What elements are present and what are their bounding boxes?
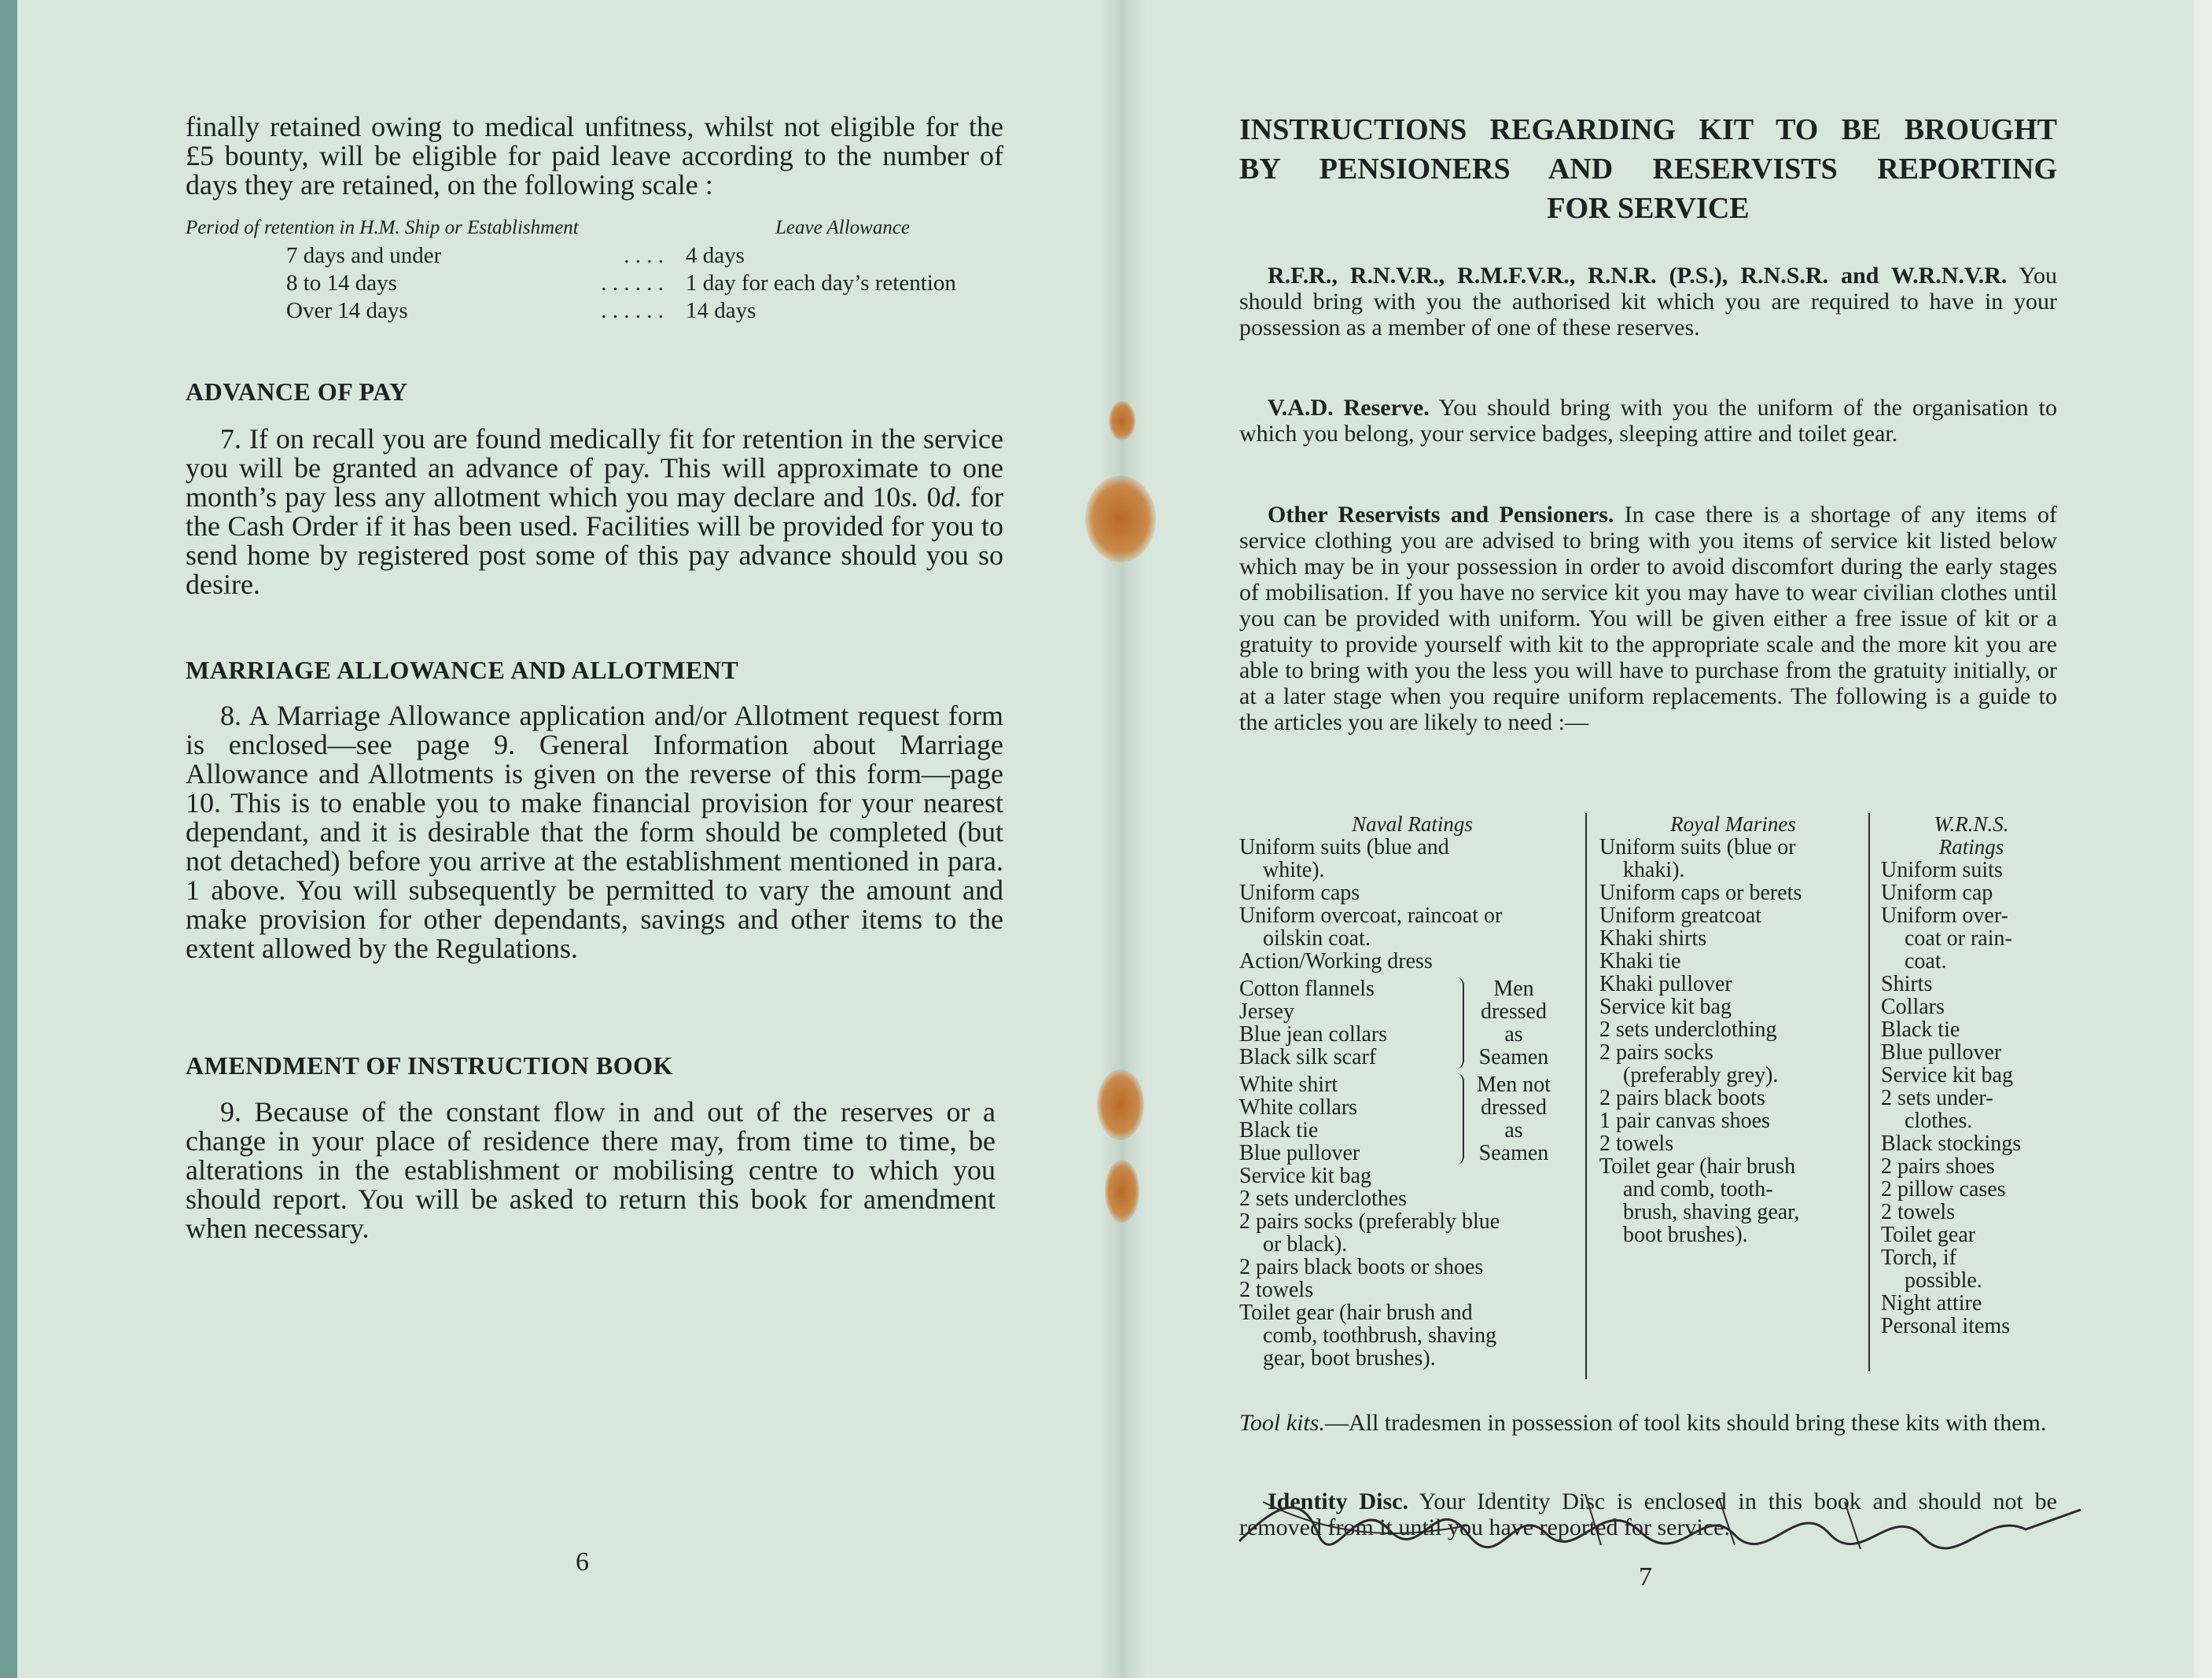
list-item: Blue jean collars [1239,1022,1388,1047]
list-item: 2 sets under- [1881,1086,1993,1110]
list-item: Uniform overcoat, raincoat or [1239,903,1503,928]
list-item: white). [1263,858,1325,882]
column-heading: Ratings [1938,835,2004,859]
list-item: or black). [1263,1232,1348,1257]
period-cell: 7 days and under [286,243,442,268]
column-divider [1585,813,1587,1379]
wrns-column [1881,813,2062,1338]
scale-table [286,242,956,325]
section-heading: MARRIAGE ALLOWANCE AND ALLOTMENT [186,656,739,684]
leave-cell: 1 day for each day’s retention [686,270,956,296]
other-reservists-paragraph: Other Reservists and Pensioners. In case there is a shortage of any items of service clothing you are advised to bring with you items of service kit listed below which may be in your possession in order to avoid discomfort during the early stages of mobilisation. If you have no service kit you may have to wear civilian clothes until you can be provided with uniform. You will be given either a free issue of kit or a gratuity to provide yourself with kit to the appropriate scale and the more kit you are able to bring with you the less you will have to purchase from the gratuity initially, or at a later stage when you require uniform replacements. The following is a guide to the articles you are likely to need :— [1239,502,2057,735]
stain-mark [1109,401,1135,440]
list-item: boot brushes). [1623,1223,1748,1247]
stain-mark [1105,1160,1139,1223]
leave-scale [186,217,1003,325]
list-item: White shirt [1239,1073,1338,1097]
list-item: 2 pillow cases [1881,1177,2006,1201]
list-item: Uniform caps or berets [1599,881,1802,905]
list-item: Toilet gear (hair brush and [1239,1301,1473,1325]
list-item: gear, boot brushes). [1263,1346,1436,1371]
group-label: Men [1493,977,1534,1001]
list-item: Black silk scarf [1239,1045,1377,1069]
column-divider [1868,813,1870,1371]
list-item: 2 pairs shoes [1881,1154,1995,1179]
list-item: White collars [1239,1095,1358,1120]
period-cell: Over 14 days [286,298,408,323]
list-item: khaki). [1623,858,1685,882]
list-item: possible. [1905,1268,1982,1293]
list-item: 2 towels [1599,1132,1674,1156]
list-item: Uniform caps [1239,881,1360,905]
group-label: Seamen [1478,1045,1549,1069]
list-item: Blue pullover [1881,1040,2002,1065]
dots-cell: . . . . [624,243,664,268]
table-row [286,297,956,325]
list-item: 2 pairs black boots or shoes [1239,1255,1484,1279]
list-item: Cotton flannels [1239,977,1375,1001]
pen-scribble [1231,1470,2089,1565]
list-item: Service kit bag [1599,995,1732,1019]
list-item: Shirts [1881,972,1933,996]
list-item: Khaki tie [1599,949,1681,973]
section-paragraph: 7. If on recall you are found medically fit for retention in the service you will be granted an advance of pay. This will approximate to one month’s pay less any allotment which you may declare and 10s. 0d. for the Cash Order if it has been used. Facilities will be provided for you to send home by registered post some of this pay advance should you so desire. [186,423,1003,600]
brace-group [1239,977,1585,1069]
stain-mark [1085,476,1156,562]
list-item: Uniform suits (blue and [1239,835,1449,859]
dots-cell: . . . . . . [601,298,664,323]
list-item: brush, shaving gear, [1623,1200,1800,1224]
list-item: 2 pairs socks [1599,1040,1713,1065]
list-item: Black stockings [1881,1132,2022,1156]
section-paragraph: 9. Because of the constant flow in and out of the reserves or a change in your place of residence there may, from time to time, be alterations in the establishment or mobilising centre to which you should report. You will be asked to return this book for amendment when necessary. [186,1096,996,1244]
column-heading: Royal Marines [1670,812,1796,836]
dots-cell: . . . . . . [601,270,664,296]
list-item: and comb, tooth- [1623,1177,1773,1201]
intro-paragraph: finally retained owing to medical unfitness, whilst not eligible for the £5 bounty, will be eligible for paid leave according to the number of days they are retained, on the following scale : [186,111,1003,201]
scale-header-leave: Leave Allowance [775,217,911,238]
list-item: coat or rain- [1905,926,2012,951]
column-heading: Naval Ratings [1352,812,1473,836]
list-item: 2 towels [1881,1200,1956,1224]
group-label: Seamen [1478,1141,1549,1165]
list-item: Action/Working dress [1239,949,1433,973]
group-label: Men not [1476,1073,1551,1097]
page-number: 6 [576,1547,589,1577]
list-item: 2 sets underclothing [1599,1017,1777,1042]
table-row [286,270,956,297]
leave-cell: 14 days [686,298,756,323]
list-item: Service kit bag [1239,1164,1371,1188]
page-edge [2194,0,2212,1678]
brace-mark [1452,977,1464,1069]
list-item: Black tie [1239,1118,1319,1143]
list-item: Collars [1881,995,1945,1019]
list-item: Personal items [1881,1314,2011,1338]
section-heading: AMENDMENT OF INSTRUCTION BOOK [186,1051,673,1080]
list-item: Uniform suits [1881,858,2003,882]
marines-column [1599,813,1867,1246]
list-item: 1 pair canvas shoes [1599,1109,1770,1133]
stain-mark [1097,1069,1144,1140]
list-item: Uniform cap [1881,881,1993,905]
list-item: Uniform greatcoat [1599,903,1762,928]
brace-mark [1452,1073,1464,1165]
list-item: Uniform over- [1881,903,2008,928]
list-item: Khaki pullover [1599,972,1732,996]
vad-paragraph: V.A.D. Reserve. You should bring with you the uniform of the organisation to which you belong, your service badges, sleeping attire and toilet gear. [1239,395,2057,447]
group-label: dressed [1481,1095,1547,1120]
list-item: Toilet gear (hair brush [1599,1154,1796,1179]
list-item: coat. [1905,949,1947,973]
column-heading: W.R.N.S. [1934,812,2009,836]
page-number: 7 [1639,1562,1652,1592]
scale-header-period: Period of retention in H.M. Ship or Establishment [186,217,579,238]
leave-cell: 4 days [686,243,745,268]
book-gutter [1099,0,1146,1678]
identity-disc-paragraph: Identity Disc. Your Identity Disc is enclosed in this book and should not be removed from it until you have reported for service. [1239,1488,2057,1540]
list-item: (preferably grey). [1623,1063,1779,1087]
section-heading: ADVANCE OF PAY [186,377,408,406]
group-label: dressed [1481,999,1547,1024]
list-item: Service kit bag [1881,1063,2013,1087]
list-item: Torch, if [1881,1246,1957,1270]
list-item: 2 pairs socks (preferably blue [1239,1209,1500,1234]
list-item: Night attire [1881,1291,1982,1316]
tool-kits-paragraph: Tool kits.—All tradesmen in possession of tool kits should bring these kits with them. [1239,1410,2047,1436]
section-paragraph: 8. A Marriage Allowance application and/or Allotment request form is enclosed—see page 9. General Information about Marriage Allowance and Allotments is given on the reverse of this form—page 10. This is to enable you to make financial provision for your nearest dependant, and it is desirable that the form should be completed (but not detached) before you arrive at the establishment mentioned in para. 1 above. You will subsequently be permitted to vary the amount and make provision for other dependants, savings and other items to the extent allowed by the Regulations. [186,700,1003,964]
group-label: as [1504,1022,1523,1047]
list-item: 2 towels [1239,1278,1314,1302]
list-item: Blue pullover [1239,1141,1360,1165]
list-item: 2 sets underclothes [1239,1187,1408,1211]
list-item: Jersey [1239,999,1294,1024]
naval-column [1239,813,1585,1370]
list-item: clothes. [1905,1109,1973,1133]
reserves-paragraph: R.F.R., R.N.V.R., R.M.F.V.R., R.N.R. (P.S.), R.N.S.R. and W.R.N.V.R. You should bring with you the authorised kit which you are required to have in your possession as a member of one of these reserves. [1239,263,2057,340]
brace-group [1239,1073,1585,1165]
list-item: comb, toothbrush, shaving [1263,1323,1497,1348]
list-item: oilskin coat. [1263,926,1371,951]
list-item: Khaki shirts [1599,926,1707,951]
group-label: as [1504,1118,1523,1143]
list-item: 2 pairs black boots [1599,1086,1765,1110]
table-row [286,242,956,270]
period-cell: 8 to 14 days [286,270,397,296]
list-item: Toilet gear [1881,1223,1976,1247]
page-title: INSTRUCTIONS REGARDING KIT TO BE BROUGHT BY PENSIONERS AND RESERVISTS REPORTING FOR SERVICE [1239,113,2057,225]
list-item: Black tie [1881,1017,1960,1042]
list-item: Uniform suits (blue or [1599,835,1796,859]
